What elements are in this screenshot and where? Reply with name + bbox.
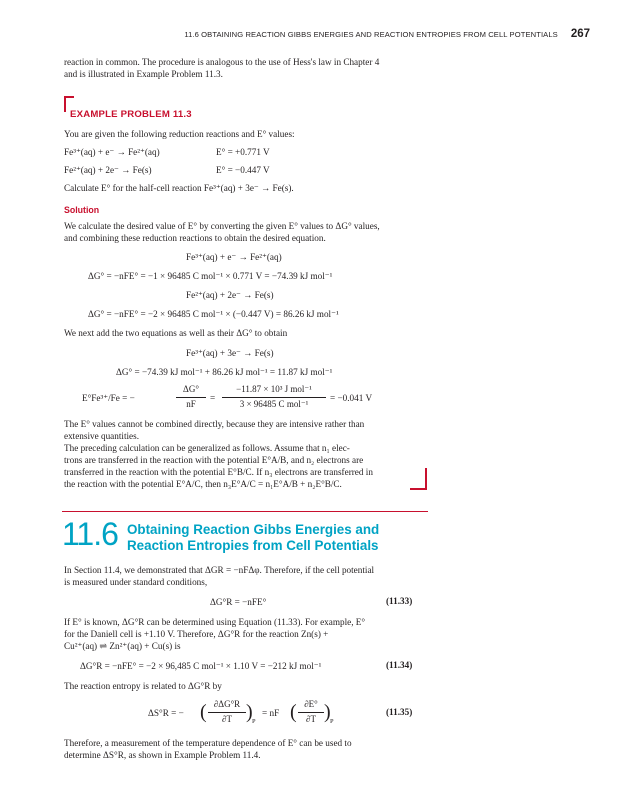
section-title-line-2: Reaction Entropies from Cell Potentials xyxy=(127,537,379,553)
intro-line-1: reaction in common. The procedure is analogous to the use of Hess's law in Chapter 4 xyxy=(64,57,380,67)
eq35-fraction-2-bar xyxy=(298,712,324,713)
closing-line-1: The E° values cannot be combined directly, because they are intensive rather than xyxy=(64,419,365,429)
closing-line-3: The preceding calculation can be generalized as follows. Assume that n₁ elec- xyxy=(64,443,350,453)
section-p2-line-3: Cu²⁺(aq) ⇌ Zn²⁺(aq) + Cu(s) is xyxy=(64,641,181,651)
add-equations-text: We next add the two equations as well as their ΔG° to obtain xyxy=(64,328,288,338)
equation-11-33: ΔG°R = −nFE° xyxy=(210,597,267,607)
equals-sign: = xyxy=(210,393,216,403)
solution-text-2: and combining these reduction reactions to obtain the desired equation. xyxy=(64,233,326,243)
closing-line-5: transferred in the reaction with the potential E°B/C. If n₃ electrons are transferred in xyxy=(64,467,373,477)
potential-lhs: E°Fe³⁺/Fe = − xyxy=(82,393,135,403)
example-box-corner xyxy=(64,96,66,112)
reaction-a: Fe³⁺(aq) + e⁻ → Fe²⁺(aq) xyxy=(186,252,282,262)
closing-line-4: trons are transferred in the reaction with the potential E°A/B, and n₂ electrons are xyxy=(64,455,364,465)
given-potential-2: E° = −0.447 V xyxy=(216,165,270,175)
gibbs-equation-b: ΔG° = −nFE° = −2 × 96485 C mol⁻¹ × (−0.447 V) = 86.26 kJ mol⁻¹ xyxy=(88,309,339,319)
given-reaction-1: Fe³⁺(aq) + e⁻ → Fe²⁺(aq) xyxy=(64,147,160,157)
eq35-fraction-1-numerator: ∂ΔG°R xyxy=(213,699,241,709)
page-number: 267 xyxy=(570,28,590,40)
gibbs-equation-c: ΔG° = −74.39 kJ mol⁻¹ + 86.26 kJ mol⁻¹ = 11.87 kJ mol⁻¹ xyxy=(116,367,333,377)
right-paren-1: ) xyxy=(246,701,253,723)
section-number: 11.6 xyxy=(62,516,118,552)
example-question: Calculate E° for the half-cell reaction Fe³⁺(aq) + 3e⁻ → Fe(s). xyxy=(64,183,294,193)
equation-number-11-34: (11.34) xyxy=(386,660,413,670)
section-p1-line-2: is measured under standard conditions, xyxy=(64,577,208,587)
fraction-2-denominator: 3 × 96485 C mol⁻¹ xyxy=(239,399,309,409)
fraction-2-bar xyxy=(222,397,326,398)
eq35-fraction-2-denominator: ∂T xyxy=(306,714,316,724)
section-rule xyxy=(62,511,428,512)
section-title-line-1: Obtaining Reaction Gibbs Energies and xyxy=(127,522,380,537)
given-potential-1: E° = +0.771 V xyxy=(216,147,270,157)
equation-11-35-lhs: ΔS°R = − xyxy=(148,708,184,718)
given-reaction-2: Fe²⁺(aq) + 2e⁻ → Fe(s) xyxy=(64,165,152,175)
equation-number-11-35: (11.35) xyxy=(386,707,413,717)
example-box-corner-bottom xyxy=(410,488,427,490)
potential-result: = −0.041 V xyxy=(330,393,373,403)
solution-text-1: We calculate the desired value of E° by converting the given E° values to ΔG° values, xyxy=(64,221,380,231)
section-title xyxy=(127,522,379,553)
closing-line-2: extensive quantities. xyxy=(64,431,140,441)
left-paren-2: ( xyxy=(290,701,297,723)
section-p4-line-1: Therefore, a measurement of the temperature dependence of E° can be used to xyxy=(64,738,352,748)
section-p2-line-2: for the Daniell cell is +1.10 V. Therefore, ΔG°R for the reaction Zn(s) + xyxy=(64,629,329,639)
running-head xyxy=(60,24,590,42)
left-paren-1: ( xyxy=(200,701,207,723)
eq35-fraction-2-numerator: ∂E° xyxy=(304,699,318,709)
eq35-subscript-p-1: P xyxy=(252,718,256,725)
section-p1-line-1: In Section 11.4, we demonstrated that ΔGR = −nFΔφ. Therefore, if the cell potential xyxy=(64,565,375,575)
example-box-corner-top xyxy=(64,96,74,98)
gibbs-equation-a: ΔG° = −nFE° = −1 × 96485 C mol⁻¹ × 0.771 V = −74.39 kJ mol⁻¹ xyxy=(88,271,333,281)
eq35-subscript-p-2: P xyxy=(330,718,334,725)
fraction-1-denominator: nF xyxy=(186,399,196,409)
running-head-title: 11.6 OBTAINING REACTION GIBBS ENERGIES AND REACTION ENTROPIES FROM CELL POTENTIALS xyxy=(184,30,558,39)
section-p3: The reaction entropy is related to ΔG°R by xyxy=(64,681,222,691)
example-prompt: You are given the following reduction reactions and E° values: xyxy=(64,129,295,139)
equation-11-34: ΔG°R = −nFE° = −2 × 96,485 C mol⁻¹ × 1.10 V = −212 kJ mol⁻¹ xyxy=(80,661,322,671)
eq35-fraction-1-denominator: ∂T xyxy=(222,714,232,724)
section-p4-line-2: determine ΔS°R, as shown in Example Problem 11.4. xyxy=(64,750,261,760)
reaction-c: Fe³⁺(aq) + 3e⁻ → Fe(s) xyxy=(186,348,274,358)
right-paren-2: ) xyxy=(324,701,331,723)
example-heading: EXAMPLE PROBLEM 11.3 xyxy=(70,109,192,120)
equation-11-35-mid: = nF xyxy=(262,708,280,718)
solution-label: Solution xyxy=(64,205,100,215)
fraction-1-numerator: ΔG° xyxy=(183,384,199,394)
section-p2-line-1: If E° is known, ΔG°R can be determined using Equation (11.33). For example, E° xyxy=(64,617,366,627)
fraction-2-numerator: −11.87 × 10³ J mol⁻¹ xyxy=(236,384,312,394)
closing-line-6: the reaction with the potential E°A/C, then n₃E°A/C = n₁E°A/B + n₂E°B/C. xyxy=(64,479,342,489)
equation-number-11-33: (11.33) xyxy=(386,596,413,606)
reaction-b: Fe²⁺(aq) + 2e⁻ → Fe(s) xyxy=(186,290,274,300)
fraction-1-bar xyxy=(176,397,206,398)
eq35-fraction-1-bar xyxy=(208,712,246,713)
intro-line-2: and is illustrated in Example Problem 11.3. xyxy=(64,69,223,79)
example-box-corner-right xyxy=(425,468,427,490)
